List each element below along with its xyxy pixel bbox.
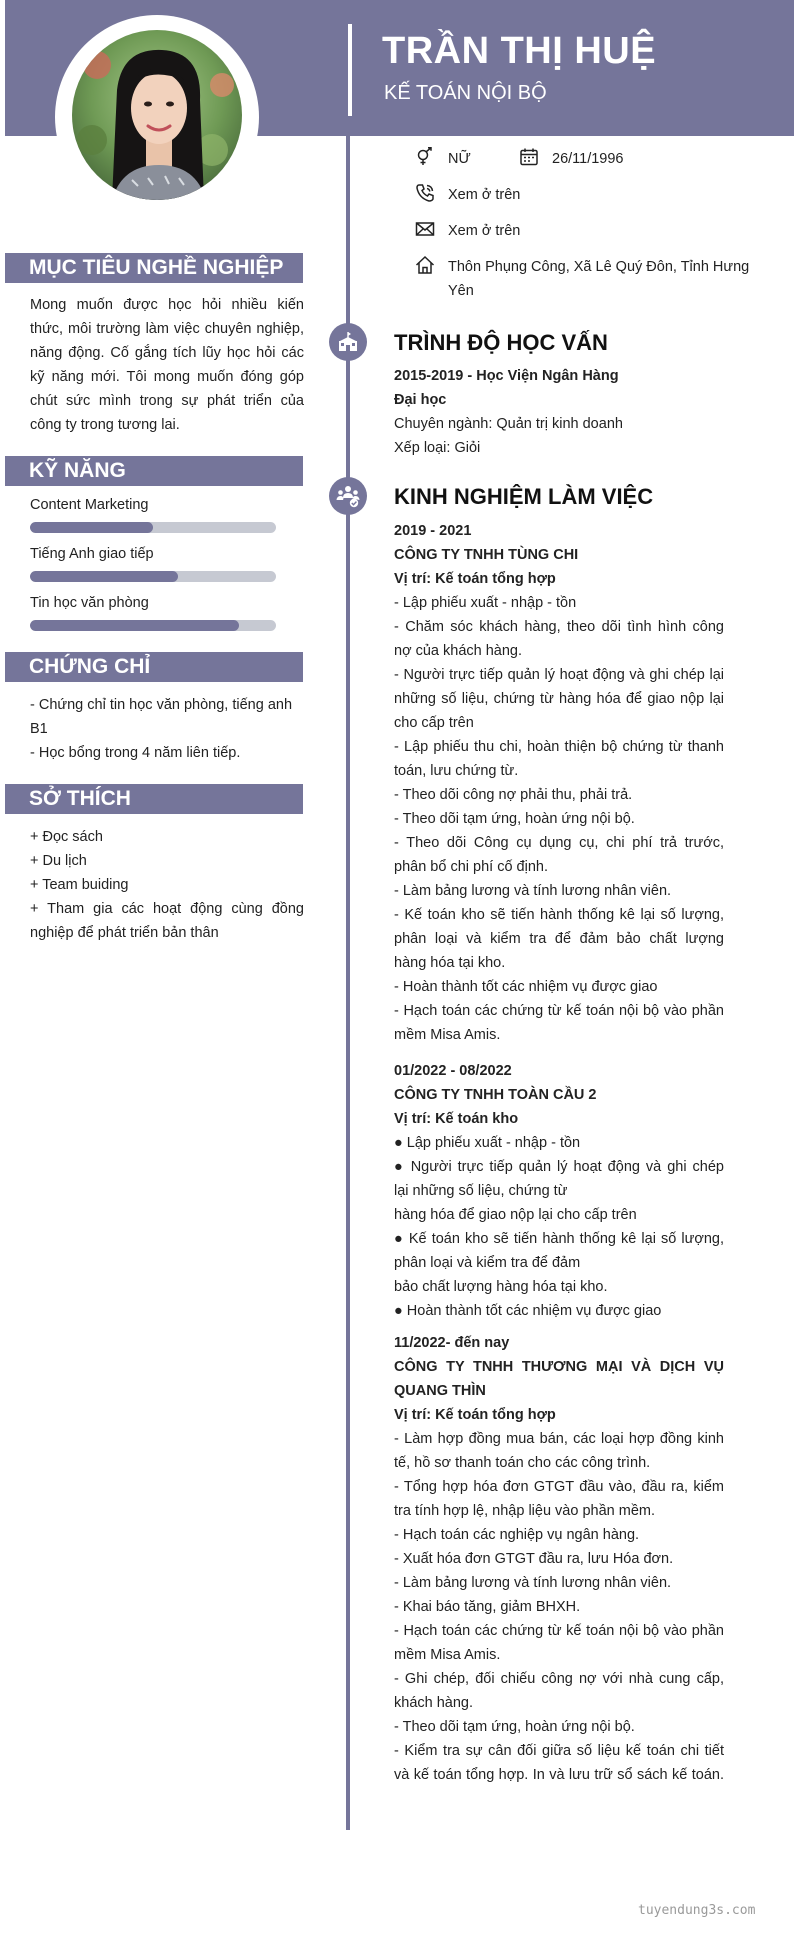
job-duty-line: - Kế toán kho sẽ tiến hành thống kê lại số lượng, [394,907,724,923]
job-period: 2019 - 2021 [394,523,472,539]
job-duty-line: - Theo dõi tạm ứng, hoàn ứng nội bộ. [394,1719,635,1735]
job-duty-line: ● Lập phiếu xuất - nhập - tồn [394,1135,581,1151]
objective-line: công ty trong tương lai. [30,417,180,433]
contact-birthday [518,147,624,171]
hobby-line: + Đọc sách [30,829,103,845]
certificate-line: - Chứng chỉ tin học văn phòng, tiếng anh [30,697,293,713]
job-duty-line: mềm Misa Amis. [394,1647,501,1663]
address-line-1: Thôn Phụng Công, Xã Lê Quý Đôn, Tỉnh Hưng [448,259,750,275]
job-duty-line: mềm Misa Amis. [394,1027,501,1043]
job-duty-line: phân bổ chi phí cố định. [394,859,548,875]
objective-line: kỹ năng mới. Tôi mong muốn đóng góp [30,369,304,385]
job-duty-line: - Theo dõi Công cụ dụng cụ, chi phí trả trước, [394,835,724,851]
job-duty-line: - Hạch toán các nghiệp vụ ngân hàng. [394,1527,640,1543]
job-company: CÔNG TY TNHH TOÀN CẦU 2 [394,1087,597,1103]
address-line-2: Yên [448,283,474,299]
job-duty-line: tế, hồ sơ thanh toán cho các công trình. [394,1455,651,1471]
job-duty-line: - Hạch toán các chứng từ kế toán nội bộ vào phần [394,1623,724,1639]
certificate-line: B1 [30,721,48,737]
job-position: Vị trí: Kế toán tổng hợp [394,1407,556,1423]
job-duty-line: - Hoàn thành tốt các nhiệm vụ được giao [394,979,658,995]
contact-gender [414,147,471,171]
phone-icon [414,183,436,203]
job-duty-line: - Hạch toán các chứng từ kế toán nội bộ vào phần [394,1003,724,1019]
skill-bar-fill [30,522,153,533]
job-duty-line: - Theo dõi tạm ứng, hoàn ứng nội bộ. [394,811,635,827]
job-company: QUANG THÌN [394,1383,486,1399]
job-duty-line: - Làm hợp đồng mua bán, các loại hợp đồng kinh [394,1431,724,1447]
job-duty-line: - Ghi chép, đối chiếu công nợ với nhà cung cấp, [394,1671,724,1687]
job-position: Vị trí: Kế toán tổng hợp [394,571,556,587]
job-duty-line: hàng hóa tại kho. [394,955,506,971]
skill-bar [30,620,276,631]
birthday-text: 26/11/1996 [552,151,624,167]
candidate-job-title: KẾ TOÁN NỘI BỘ [384,82,547,104]
objective-heading: MỤC TIÊU NGHỀ NGHIỆP [5,253,303,283]
job-company: CÔNG TY TNHH THƯƠNG MẠI VÀ DỊCH VỤ [394,1359,724,1375]
education-major: Chuyên ngành: Quản trị kinh doanh [394,416,623,432]
objective-text [30,293,304,437]
job-position: Vị trí: Kế toán kho [394,1111,519,1127]
job-duty-line: - Lập phiếu thu chi, hoàn thiện bộ chứng từ thanh [394,739,724,755]
hobbies-text [30,825,304,945]
skill-name: Content Marketing [30,497,149,513]
certificates-heading: CHỨNG CHỈ [5,652,303,682]
calendar-icon [518,147,540,167]
job-duty-line: phân loại và kiểm tra để đảm bảo chất lượng [394,931,724,947]
job-duty-line: - Kiểm tra sự cân đối giữa số liệu kế toán chi tiết [394,1743,724,1759]
job-duty-line: phân loại và kiểm tra để đảm [394,1255,581,1271]
job-period: 11/2022- đến nay [394,1335,510,1351]
candidate-name: TRẦN THỊ HUỆ [382,30,657,72]
job-duty-line: bảo chất lượng hàng hóa tại kho. [394,1279,608,1295]
job-duty-line: những số liệu, chứng từ hàng hóa để giao nộp lại [394,691,724,707]
skill-bar [30,522,276,533]
job-duty-line: và kế toán tổng hợp. In và lưu trữ sổ sách kế toán. [394,1767,724,1783]
job-company: CÔNG TY TNHH TÙNG CHI [394,547,579,563]
job-period: 01/2022 - 08/2022 [394,1063,512,1079]
hobby-line: + Du lịch [30,853,87,869]
job-duty-line: - Theo dõi công nợ phải thu, phải trả. [394,787,633,803]
education-degree: Đại học [394,392,447,408]
gender-icon [414,147,436,167]
job-duty-line: ● Kế toán kho sẽ tiến hành thống kê lại số lượng, [394,1231,724,1247]
job-duty-line: - Làm bảng lương và tính lương nhân viên. [394,883,672,899]
objective-line: thức, môi trường làm việc chuyên nghiệp, [30,321,304,337]
hobby-line: nghiệp để phát triển bản thân [30,925,219,941]
team-icon [329,477,367,515]
job-duty-line: - Người trực tiếp quản lý hoạt động và ghi chép lại [394,667,724,683]
address-text [448,255,749,303]
job-duty-line: cho cấp trên [394,715,474,731]
job-duty-line: tra tính hợp lệ, nhập liệu vào phần mềm. [394,1503,655,1519]
job-duty-line: - Lập phiếu xuất - nhập - tồn [394,595,577,611]
certificate-line: - Học bổng trong 4 năm liên tiếp. [30,745,241,761]
experience-heading: KINH NGHIỆM LÀM VIỆC [394,484,654,509]
contact-email [414,219,520,243]
timeline-line [346,136,350,1830]
job-duty-line: lại những số liệu, chứng từ [394,1183,568,1199]
gender-text: NỮ [448,151,471,167]
watermark: tuyendung3s.com [638,1903,756,1918]
objective-line: năng động. Cố gắng tích lũy học hỏi các [30,345,304,361]
objective-line: chút sức mình trong sự phát triển của [30,393,304,409]
header-divider [348,24,352,116]
job-duty-line: ● Người trực tiếp quản lý hoạt động và ghi chép [394,1159,724,1175]
skills-heading: KỸ NĂNG [5,456,303,486]
school-icon [329,323,367,361]
job-duty-line: hàng hóa để giao nộp lại cho cấp trên [394,1207,637,1223]
job-duty-line: - Xuất hóa đơn GTGT đầu ra, lưu Hóa đơn. [394,1551,674,1567]
avatar [72,30,242,200]
phone-text: Xem ở trên [448,187,521,203]
job-duty-line: nợ của khách hàng. [394,643,523,659]
contact-address [414,255,749,303]
skill-name: Tiếng Anh giao tiếp [30,546,154,562]
job-duty-line: - Khai báo tăng, giảm BHXH. [394,1599,581,1615]
skill-bar [30,571,276,582]
job-duty-line: khách hàng. [394,1695,474,1711]
skill-bar-fill [30,571,178,582]
envelope-icon [414,219,436,239]
job-duty-line: - Làm bảng lương và tính lương nhân viên. [394,1575,672,1591]
contact-phone [414,183,520,207]
skill-bar-fill [30,620,239,631]
education-grade: Xếp loại: Giỏi [394,440,481,456]
certificates-text [30,693,304,765]
education-heading: TRÌNH ĐỘ HỌC VẤN [394,330,608,355]
email-text: Xem ở trên [448,223,521,239]
hobby-line: + Team buiding [30,877,129,893]
hobbies-heading: SỞ THÍCH [5,784,303,814]
job-duty-line: ● Hoàn thành tốt các nhiệm vụ được giao [394,1303,662,1319]
job-duty-line: toán, lưu chứng từ. [394,763,519,779]
education-period: 2015-2019 - Học Viện Ngân Hàng [394,368,619,384]
objective-line: Mong muốn được học hỏi nhiều kiến [30,297,304,313]
hobby-line: + Tham gia các hoạt động cùng đồng [30,901,304,917]
home-icon [414,255,436,275]
job-duty-line: - Chăm sóc khách hàng, theo dõi tình hình công [394,619,724,635]
job-duty-line: - Tổng hợp hóa đơn GTGT đầu vào, đầu ra, kiểm [394,1479,724,1495]
skill-name: Tin học văn phòng [30,595,149,611]
